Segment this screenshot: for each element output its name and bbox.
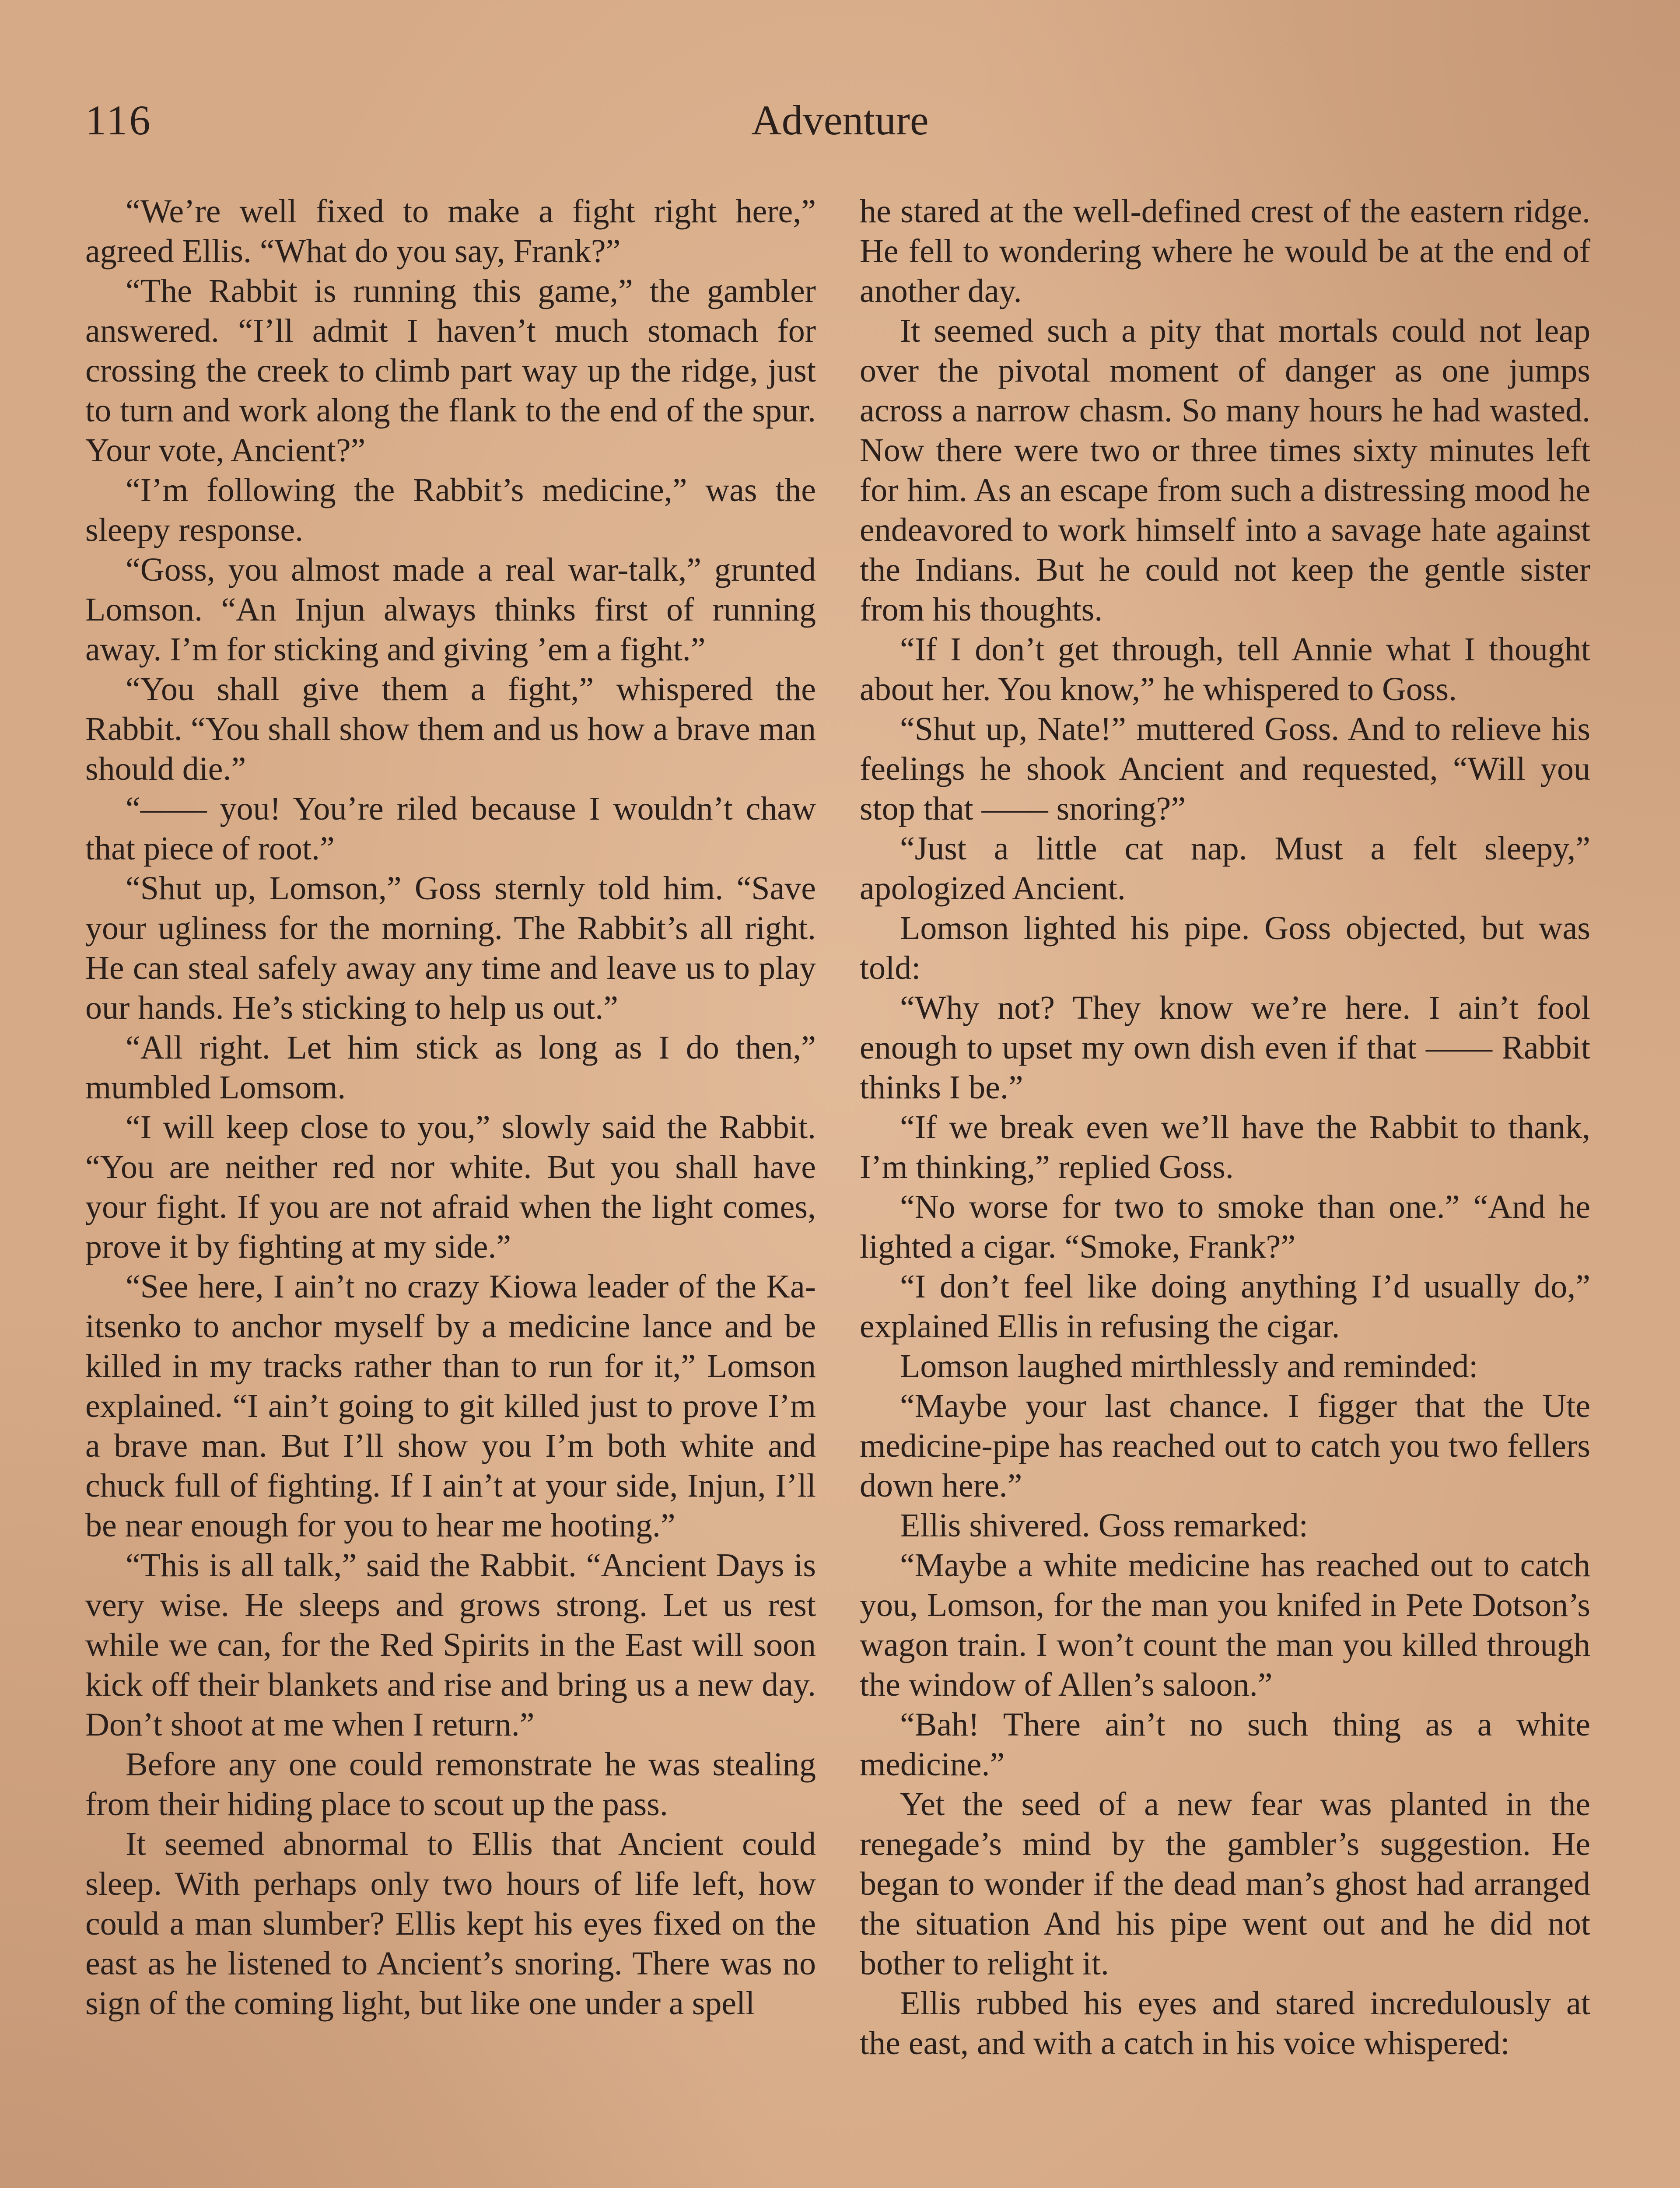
right-column [860, 192, 1590, 2063]
paragraph: “Just a little cat nap. Must a felt sleepy,” apologized Ancient. [860, 830, 1590, 907]
page-header [85, 88, 1595, 153]
paragraph: “You shall give them a fight,” whispered the Rabbit. “You shall show them and us how a brave man should die.” [85, 671, 816, 787]
paragraph: “Maybe your last chance. I figger that the Ute medicine-pipe has reached out to catch you two fellers down here.” [860, 1388, 1590, 1504]
paragraph: “I will keep close to you,” slowly said the Rabbit. “You are neither red nor white. But you shall have your fight. If you are not afraid when the light comes, prove it by fighting at my side.” [85, 1109, 816, 1265]
paragraph: “Shut up, Nate!” muttered Goss. And to relieve his feelings he shook Ancient and requested, “Will you stop that —— snoring?” [860, 711, 1590, 827]
paragraph: It seemed abnormal to Ellis that Ancient could sleep. With perhaps only two hours of life left, how could a man slumber? Ellis kept his eyes fixed on the east as he listened to Ancient’s snoring. There was no sign of the coming light, but like one under a spell [85, 1826, 816, 2022]
paragraph: “See here, I ain’t no crazy Kiowa leader of the Ka-itsenko to anchor myself by a medicine lance and be killed in my tracks rather than to run for it,” Lomson explained. “I ain’t going to git killed just to prove I’m a brave man. But I’ll show you I’m both white and chuck full of fighting. If I ain’t at your side, Injun, I’ll be near enough for you to hear me hooting.” [85, 1268, 816, 1544]
running-title: Adventure [751, 97, 929, 144]
paragraph: Ellis rubbed his eyes and stared incredulously at the east, and with a catch in his voice whispered: [860, 1985, 1590, 2062]
paragraph: “If I don’t get through, tell Annie what I thought about her. You know,” he whispered to Goss. [860, 631, 1590, 708]
page-number: 116 [85, 97, 152, 144]
paragraph: Before any one could remonstrate he was stealing from their hiding place to scout up the pass. [85, 1746, 816, 1823]
paragraph: “Maybe a white medicine has reached out to catch you, Lomson, for the man you knifed in Pete Dotson’s wagon train. I won’t count the man you killed through the window of Allen’s saloon.” [860, 1547, 1590, 1703]
paragraph-continued: he stared at the well-defined crest of the eastern ridge. He fell to wondering where he would be at the end of another day. [860, 193, 1590, 309]
paragraph: “All right. Let him stick as long as I do then,” mumbled Lomsom. [85, 1029, 816, 1106]
paragraph: “Shut up, Lomson,” Goss sternly told him. “Save your ugliness for the morning. The Rabbit’s all right. He can steal safely away any time and leave us to play our hands. He’s sticking to help us out.” [85, 870, 816, 1026]
paragraph: It seemed such a pity that mortals could not leap over the pivotal moment of danger as one jumps across a narrow chasm. So many hours he had wasted. Now there were two or three times sixty minutes left for him. As an escape from such a distressing mood he endeavored to work himself into a savage hate against the Indians. But he could not keep the gentle sister from his thoughts. [860, 312, 1590, 628]
paragraph: “We’re well fixed to make a fight right here,” agreed Ellis. “What do you say, Frank?” [85, 193, 816, 270]
paragraph: “I don’t feel like doing anything I’d usually do,” explained Ellis in refusing the cigar. [860, 1268, 1590, 1345]
paragraph: “I’m following the Rabbit’s medicine,” was the sleepy response. [85, 472, 816, 548]
paragraph: “No worse for two to smoke than one.” “And he lighted a cigar. “Smoke, Frank?” [860, 1189, 1590, 1265]
paragraph: Yet the seed of a new fear was planted in the renegade’s mind by the gambler’s suggestion. He began to wonder if the dead man’s ghost had arranged the situation And his pipe went out and he did not bother to relight it. [860, 1786, 1590, 1982]
paragraph: “Why not? They know we’re here. I ain’t fool enough to upset my own dish even if that —— Rabbit thinks I be.” [860, 989, 1590, 1106]
paragraph: “The Rabbit is running this game,” the gambler answered. “I’ll admit I haven’t much stomach for crossing the creek to climb part way up the ridge, just to turn and work along the flank to the end of the spur. Your vote, Ancient?” [85, 273, 816, 469]
paragraph: “If we break even we’ll have the Rabbit to thank, I’m thinking,” replied Goss. [860, 1109, 1590, 1185]
paragraph: Ellis shivered. Goss remarked: [900, 1507, 1308, 1544]
paragraph: Lomson lighted his pipe. Goss objected, but was told: [860, 910, 1590, 986]
paragraph: “Bah! There ain’t no such thing as a white medicine.” [860, 1706, 1590, 1783]
left-column [85, 192, 816, 2023]
paragraph: “—— you! You’re riled because I wouldn’t chaw that piece of root.” [85, 790, 816, 867]
paragraph: “Goss, you almost made a real war-talk,” grunted Lomson. “An Injun always thinks first of running away. I’m for sticking and giving ’em a fight.” [85, 551, 816, 668]
paragraph: “This is all talk,” said the Rabbit. “Ancient Days is very wise. He sleeps and grows strong. Let us rest while we can, for the Red Spirits in the East will soon kick off their blankets and rise and bring us a new day. Don’t shoot at me when I return.” [85, 1547, 816, 1743]
paragraph: Lomson laughed mirthlessly and reminded: [900, 1348, 1478, 1385]
